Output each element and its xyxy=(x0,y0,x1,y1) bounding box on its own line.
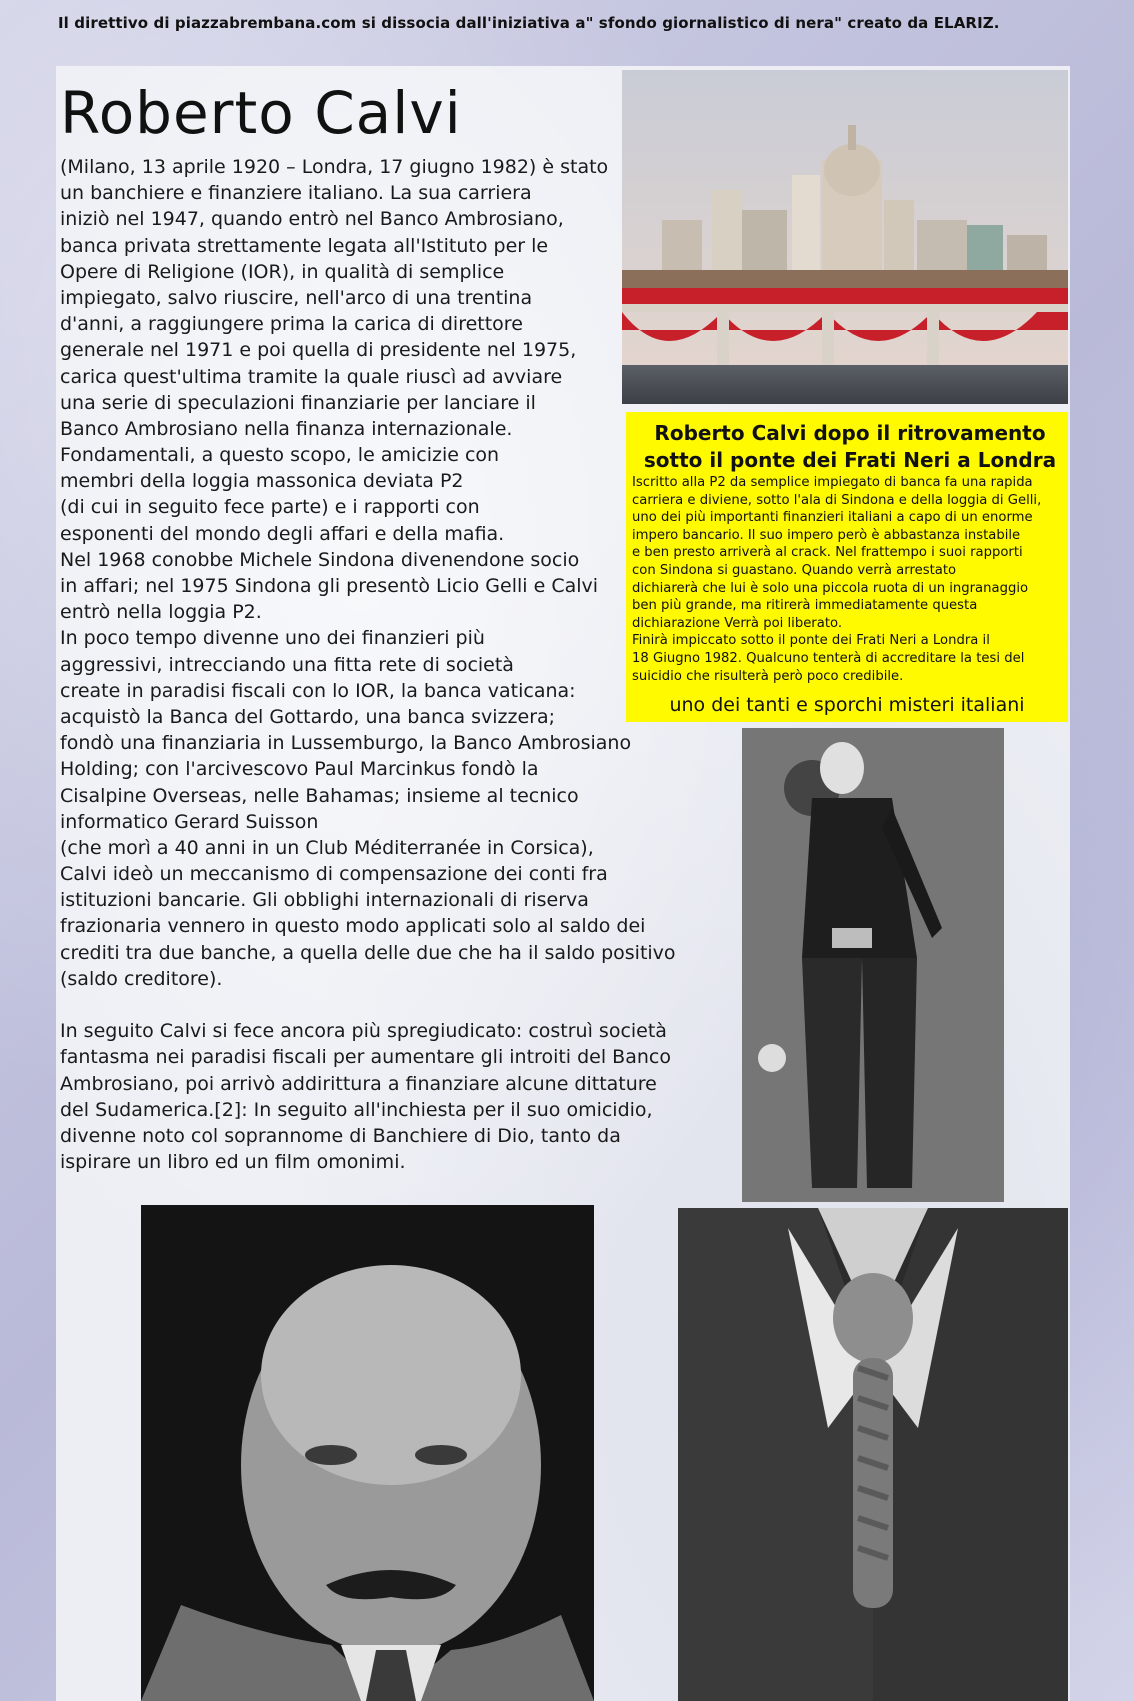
article-body-line: impiegato, salvo riuscire, nell'arco di una trentina xyxy=(60,286,533,309)
caption-line-1: Roberto Calvi dopo il ritrovamento xyxy=(654,421,1046,445)
article-body-line: del Sudamerica.[2]: In seguito all'inchiesta per il suo omicidio, xyxy=(60,1098,653,1121)
caption-box xyxy=(626,412,1068,722)
article-body-line: istituzioni bancarie. Gli obblighi internazionali di riserva xyxy=(60,889,589,912)
article-body-line: (di cui in seguito fece parte) e i rapporti con xyxy=(60,496,480,519)
article-body-line: aggressivi, intrecciando una fitta rete di società xyxy=(60,653,514,676)
article-body-line: Cisalpine Overseas, nelle Bahamas; insieme al tecnico xyxy=(60,784,579,807)
body-under-bridge-photo xyxy=(742,728,1004,1202)
article-body-line: carica quest'ultima tramite la quale riuscì ad avviare xyxy=(60,365,563,388)
noose-photo xyxy=(678,1208,1068,1701)
article-body-line: fantasma nei paradisi fiscali per aumentare gli introiti del Banco xyxy=(60,1046,671,1069)
article-body-line: Opere di Religione (IOR), in qualità di semplice xyxy=(60,260,505,283)
article-body-line: un banchiere e finanziere italiano. La sua carriera xyxy=(60,182,532,205)
article-body-line: Fondamentali, a questo scopo, le amicizie con xyxy=(60,444,500,467)
article-title: Roberto Calvi xyxy=(60,79,462,147)
article-body-line: In poco tempo divenne uno dei finanzieri più xyxy=(60,627,485,650)
london-bridge-photo xyxy=(622,70,1068,404)
article-body-line: (che morì a 40 anni in un Club Méditerranée in Corsica), xyxy=(60,836,594,859)
article-body-line: entrò nella loggia P2. xyxy=(60,601,262,624)
article-body-line: esponenti del mondo degli affari e della mafia. xyxy=(60,522,505,545)
article-body-line: Holding; con l'arcivescovo Paul Marcinkus fondò la xyxy=(60,758,539,781)
article-body-line: acquistò la Banca del Gottardo, una banca svizzera; xyxy=(60,705,556,728)
article-body-line: d'anni, a raggiungere prima la carica di direttore xyxy=(60,313,523,336)
caption-heading xyxy=(640,420,1060,474)
article-body-line: divenne noto col soprannome di Banchiere di Dio, tanto da xyxy=(60,1124,621,1147)
article-body-line: (Milano, 13 aprile 1920 – Londra, 17 giugno 1982) è stato xyxy=(60,156,609,178)
caption-text xyxy=(632,474,1064,685)
article-body-line: Ambrosiano, poi arrivò addirittura a finanziare alcune dittature xyxy=(60,1072,657,1095)
caption-text-line: 18 Giugno 1982. Qualcuno tenterà di accreditare la tesi del xyxy=(632,650,1025,666)
article-body-line: create in paradisi fiscali con lo IOR, la banca vaticana: xyxy=(60,679,576,702)
article-body-line: Banco Ambrosiano nella finanza internazionale. xyxy=(60,417,513,440)
caption-text-line: uno dei più importanti finanzieri italiani a capo di un enorme xyxy=(632,510,1033,526)
article-body-line: In seguito Calvi si fece ancora più spregiudicato: costruì società xyxy=(60,1020,667,1043)
article-body-line: Nel 1968 conobbe Michele Sindona divenendone socio xyxy=(60,548,580,571)
article-body-line: generale nel 1971 e poi quella di presidente nel 1975, xyxy=(60,339,577,362)
article-body-line: (saldo creditore). xyxy=(60,967,223,990)
caption-footer: uno dei tanti e sporchi misteri italiani xyxy=(669,694,1025,716)
caption-line-2: sotto il ponte dei Frati Neri a Londra xyxy=(643,448,1057,472)
article-body-line: ispirare un libro ed un film omonimi. xyxy=(60,1151,406,1174)
caption-text-line: impero bancario. Il suo impero però è abbastanza instabile xyxy=(632,527,1021,543)
calvi-portrait-photo xyxy=(141,1205,594,1701)
article-body-line: crediti tra due banche, a quella delle due che ha il saldo positivo xyxy=(60,941,676,964)
article-body-line: banca privata strettamente legata all'Istituto per le xyxy=(60,234,549,257)
caption-text-line: con Sindona si guastano. Quando verrà arrestato xyxy=(632,562,957,578)
article-body-line: fondò una finanziaria in Lussemburgo, la Banco Ambrosiano xyxy=(60,732,632,755)
caption-text-line: e ben presto arriverà al crack. Nel frattempo i suoi rapporti xyxy=(632,545,1023,561)
caption-text-line: ben più grande, ma ritirerà immediatamente questa xyxy=(632,598,978,614)
article-body-line: informatico Gerard Suisson xyxy=(60,810,319,833)
caption-text-line: suicidio che risulterà però poco credibile. xyxy=(632,668,904,684)
caption-text-line: carriera e diviene, sotto l'ala di Sindona e della loggia di Gelli, xyxy=(632,492,1042,508)
caption-text-line: dichiarerà che lui è solo una piccola ruota di un ingranaggio xyxy=(632,580,1029,596)
article-body-line: una serie di speculazioni finanziarie per lanciare il xyxy=(60,391,536,414)
article-body-line: in affari; nel 1975 Sindona gli presentò Licio Gelli e Calvi xyxy=(60,575,599,597)
article-body-line xyxy=(60,992,676,1018)
article-body xyxy=(60,154,676,1175)
article-body-line: Calvi ideò un meccanismo di compensazione dei conti fra xyxy=(60,863,608,886)
caption-text-line: Iscritto alla P2 da semplice impiegato di banca fa una rapida xyxy=(632,475,1033,490)
caption-text-line: dichiarazione Verrà poi liberato. xyxy=(632,615,843,631)
caption-text-line: Finirà impiccato sotto il ponte dei Frati Neri a Londra il xyxy=(632,633,990,649)
disclaimer-banner: Il direttivo di piazzabrembana.com si dissocia dall'iniziativa a" sfondo giornalistico di nera" creato da ELARIZ. xyxy=(58,14,1000,32)
article-body-line: membri della loggia massonica deviata P2 xyxy=(60,470,464,493)
article-body-line: iniziò nel 1947, quando entrò nel Banco Ambrosiano, xyxy=(60,208,564,231)
article-body-line: frazionaria vennero in questo modo applicati solo al saldo dei xyxy=(60,915,646,938)
